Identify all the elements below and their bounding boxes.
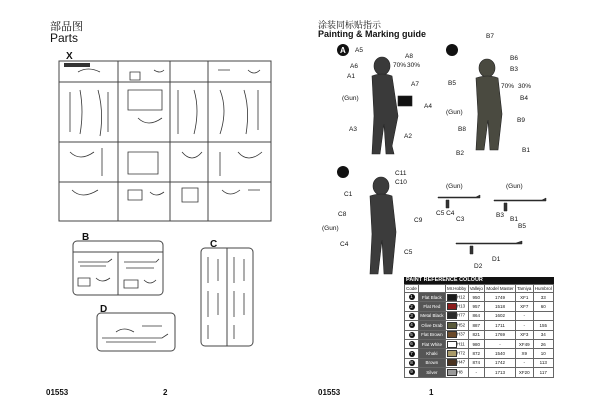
c-label-c9: C9 <box>414 217 423 224</box>
paint-swatch <box>447 359 457 366</box>
paint-row <box>405 311 554 320</box>
a-label-gun: (Gun) <box>342 95 359 102</box>
paint-row-number <box>405 330 419 339</box>
paint-row <box>405 339 554 348</box>
paint-code-c2: 872 <box>468 349 485 358</box>
a-label-a8: A8 <box>405 53 413 60</box>
paint-code-c3: 1742 <box>485 358 516 367</box>
paint-row-number <box>405 293 419 302</box>
paint-row <box>405 321 554 330</box>
c-label-c11: C11 <box>395 170 407 177</box>
paint-number-badge: 3 <box>410 312 413 318</box>
paint-row-number <box>405 311 419 320</box>
gun-c3-label: C3 <box>456 216 465 223</box>
b-label-b2: B2 <box>456 150 464 157</box>
paint-code-c4: - <box>515 311 533 320</box>
a-label-a3: A3 <box>349 126 357 133</box>
paint-name: Flat White <box>419 339 446 348</box>
footer-code: 01553 <box>46 388 69 397</box>
paint-number-badge: 9 <box>410 369 413 375</box>
parts-title-cn: 部品图 <box>50 21 83 33</box>
paint-row <box>405 349 554 358</box>
paint-row-number <box>405 349 419 358</box>
sprue-d-label: D <box>100 304 108 315</box>
paint-code-c4: - <box>515 321 533 330</box>
paint-swatch <box>447 350 457 357</box>
paint-code-c2: 821 <box>468 330 485 339</box>
paint-number-badge: 7 <box>410 350 413 356</box>
paint-swatch <box>447 303 457 310</box>
mix-30-a: 30% <box>407 62 421 69</box>
paint-swatch <box>447 369 457 376</box>
paint-code-c1: H47 <box>445 358 468 367</box>
a-label-a7: A7 <box>411 81 419 88</box>
paint-code-c3: 1769 <box>485 330 516 339</box>
b-label-b4: B4 <box>520 95 528 102</box>
paint-row <box>405 302 554 311</box>
paint-code-c5: 34 <box>533 330 553 339</box>
paint-code-c3: 1540 <box>485 349 516 358</box>
figure-a-marker: A <box>340 46 346 55</box>
paint-code-c1: H52 <box>445 321 468 330</box>
paint-swatch <box>447 341 457 348</box>
paint-swatch <box>447 331 457 338</box>
sprue-b-label: B <box>82 232 90 243</box>
paint-number-badge: 4 <box>410 322 413 328</box>
a-label-a1: A1 <box>347 73 355 80</box>
painting-title-cn: 涂装同标贴指示 <box>318 20 382 30</box>
paint-code-c5: 26 <box>533 339 553 348</box>
paint-code-c4: XF20 <box>515 368 533 377</box>
paint-code-c2: 864 <box>468 311 485 320</box>
paint-code-c5 <box>533 311 553 320</box>
paint-number-badge: 6 <box>410 341 413 347</box>
paint-header-vallejo: Vallejo <box>469 286 483 291</box>
paint-name: Flat Brown <box>419 330 446 339</box>
paint-code-c2: 980 <box>468 339 485 348</box>
c-label-c8: C8 <box>338 211 347 218</box>
paint-code-c1: H72 <box>445 349 468 358</box>
paint-row-number <box>405 368 419 377</box>
paint-header-humbrol: Humbrol <box>534 286 552 291</box>
paint-code-c3: 1602 <box>485 311 516 320</box>
a-label-a2: A2 <box>404 133 412 140</box>
b-label-b1: B1 <box>522 147 530 154</box>
paint-header-mrhobby: Mr.Hobby <box>447 286 467 291</box>
paint-number-badge: 2 <box>410 303 413 309</box>
mix-70-b: 70% <box>501 83 515 90</box>
paint-code-c5: 60 <box>533 302 553 311</box>
gun-d2-label: D2 <box>474 263 483 270</box>
paint-code-c3: 1518 <box>485 302 516 311</box>
paint-swatch <box>447 322 457 329</box>
sprue-c-label: C <box>210 239 218 250</box>
paint-code-c5: 33 <box>533 293 553 302</box>
paint-code-c3: 1711 <box>485 321 516 330</box>
paint-code-c1: H8 <box>445 368 468 377</box>
paint-swatch <box>447 294 457 301</box>
paint-code-c5: 10 <box>533 349 553 358</box>
paint-name: Flat Red <box>419 302 446 311</box>
paint-header-swatch <box>419 285 446 293</box>
paint-name: Flat Black <box>419 293 446 302</box>
paint-code-c1: H13 <box>445 302 468 311</box>
paint-code-c4: XF7 <box>515 302 533 311</box>
gun-c5-label: C5 C4 <box>436 210 455 217</box>
paint-number-badge: 1 <box>410 294 413 300</box>
a-label-a4: A4 <box>424 103 432 110</box>
a-label-a6: A6 <box>350 63 358 70</box>
paint-row-number <box>405 358 419 367</box>
b-label-b8: B8 <box>458 126 466 133</box>
c-label-c1: C1 <box>344 191 353 198</box>
paint-code-c5: 117 <box>533 368 553 377</box>
paint-code-c2: 957 <box>468 302 485 311</box>
b-label-gun: (Gun) <box>446 109 463 116</box>
mix-30-b: 30% <box>518 83 532 90</box>
paint-code-c4: - <box>515 358 533 367</box>
paint-code-c3: - <box>485 339 516 348</box>
paint-name: Silver <box>419 368 446 377</box>
paint-row-number <box>405 339 419 348</box>
gun-b5-label: B5 <box>518 223 526 230</box>
a-label-a5: A5 <box>355 47 363 54</box>
paint-code-c2: 887 <box>468 321 485 330</box>
paint-row <box>405 330 554 339</box>
b-label-b5: B5 <box>448 80 456 87</box>
mix-70-a: 70% <box>393 62 407 69</box>
b-label-b6: B6 <box>510 55 518 62</box>
paint-row <box>405 358 554 367</box>
paint-code-c4: XF1 <box>515 293 533 302</box>
paint-code-c1: H11 <box>445 339 468 348</box>
paint-code-c1: H37 <box>445 330 468 339</box>
paint-code-c3: 1713 <box>485 368 516 377</box>
c-label-c4: C4 <box>340 241 349 248</box>
gun-b-label: (Gun) <box>506 183 523 190</box>
paint-code-c4: XF49 <box>515 339 533 348</box>
figure-b <box>476 59 502 150</box>
c-label-c5: C5 <box>404 249 413 256</box>
paint-code-c2: - <box>468 368 485 377</box>
paint-swatch <box>447 312 457 319</box>
callout-labels <box>322 33 531 270</box>
paint-header-tamiya: Tamiya <box>517 286 532 291</box>
paint-name: Olive Drab <box>419 321 446 330</box>
paint-code-c3: 1749 <box>485 293 516 302</box>
gun-b1-label: B1 <box>510 216 518 223</box>
paint-name: Khaki <box>419 349 446 358</box>
c-label-gun: (Gun) <box>322 225 339 232</box>
paint-code-c2: 950 <box>468 293 485 302</box>
gun-d1-label: D1 <box>492 256 501 263</box>
c-label-c10: C10 <box>395 179 407 186</box>
paint-row <box>405 293 554 302</box>
paint-code-c5: 155 <box>533 321 553 330</box>
footer-code: 01553 <box>318 388 341 397</box>
paint-row-number <box>405 302 419 311</box>
b-label-b3: B3 <box>510 66 518 73</box>
gun-c-label: (Gun) <box>446 183 463 190</box>
painting-title-en: Painting & Marking guide <box>318 29 427 39</box>
page-number: 2 <box>163 388 168 397</box>
figure-c <box>370 177 396 274</box>
paint-header-code: Code <box>406 286 417 291</box>
paint-code-c4: XF3 <box>515 330 533 339</box>
gun-b3-label: B3 <box>496 212 504 219</box>
paint-code-c1: H12 <box>445 293 468 302</box>
b-label-b9: B9 <box>517 117 525 124</box>
paint-row <box>405 368 554 377</box>
paint-table-title: PAINT REFERENCE COLOUR <box>404 277 554 284</box>
paint-code-c1: H77 <box>445 311 468 320</box>
paint-code-c2: 874 <box>468 358 485 367</box>
paint-name: Metal Black <box>419 311 446 320</box>
paint-number-badge: 8 <box>410 359 413 365</box>
paint-header-modelmaster: Model Master <box>486 286 514 291</box>
paint-number-badge: 5 <box>410 331 413 337</box>
paint-row-number <box>405 321 419 330</box>
paint-reference-table <box>404 284 554 378</box>
parts-title-en: Parts <box>50 31 79 45</box>
gun-diagrams <box>438 195 546 254</box>
paint-code-c4: X9 <box>515 349 533 358</box>
sprue-x-label: X <box>66 51 73 62</box>
paint-code-c5: 113 <box>533 358 553 367</box>
b-label-b7: B7 <box>486 33 494 40</box>
paint-name: Brown <box>419 358 446 367</box>
page-number: 1 <box>429 388 434 397</box>
